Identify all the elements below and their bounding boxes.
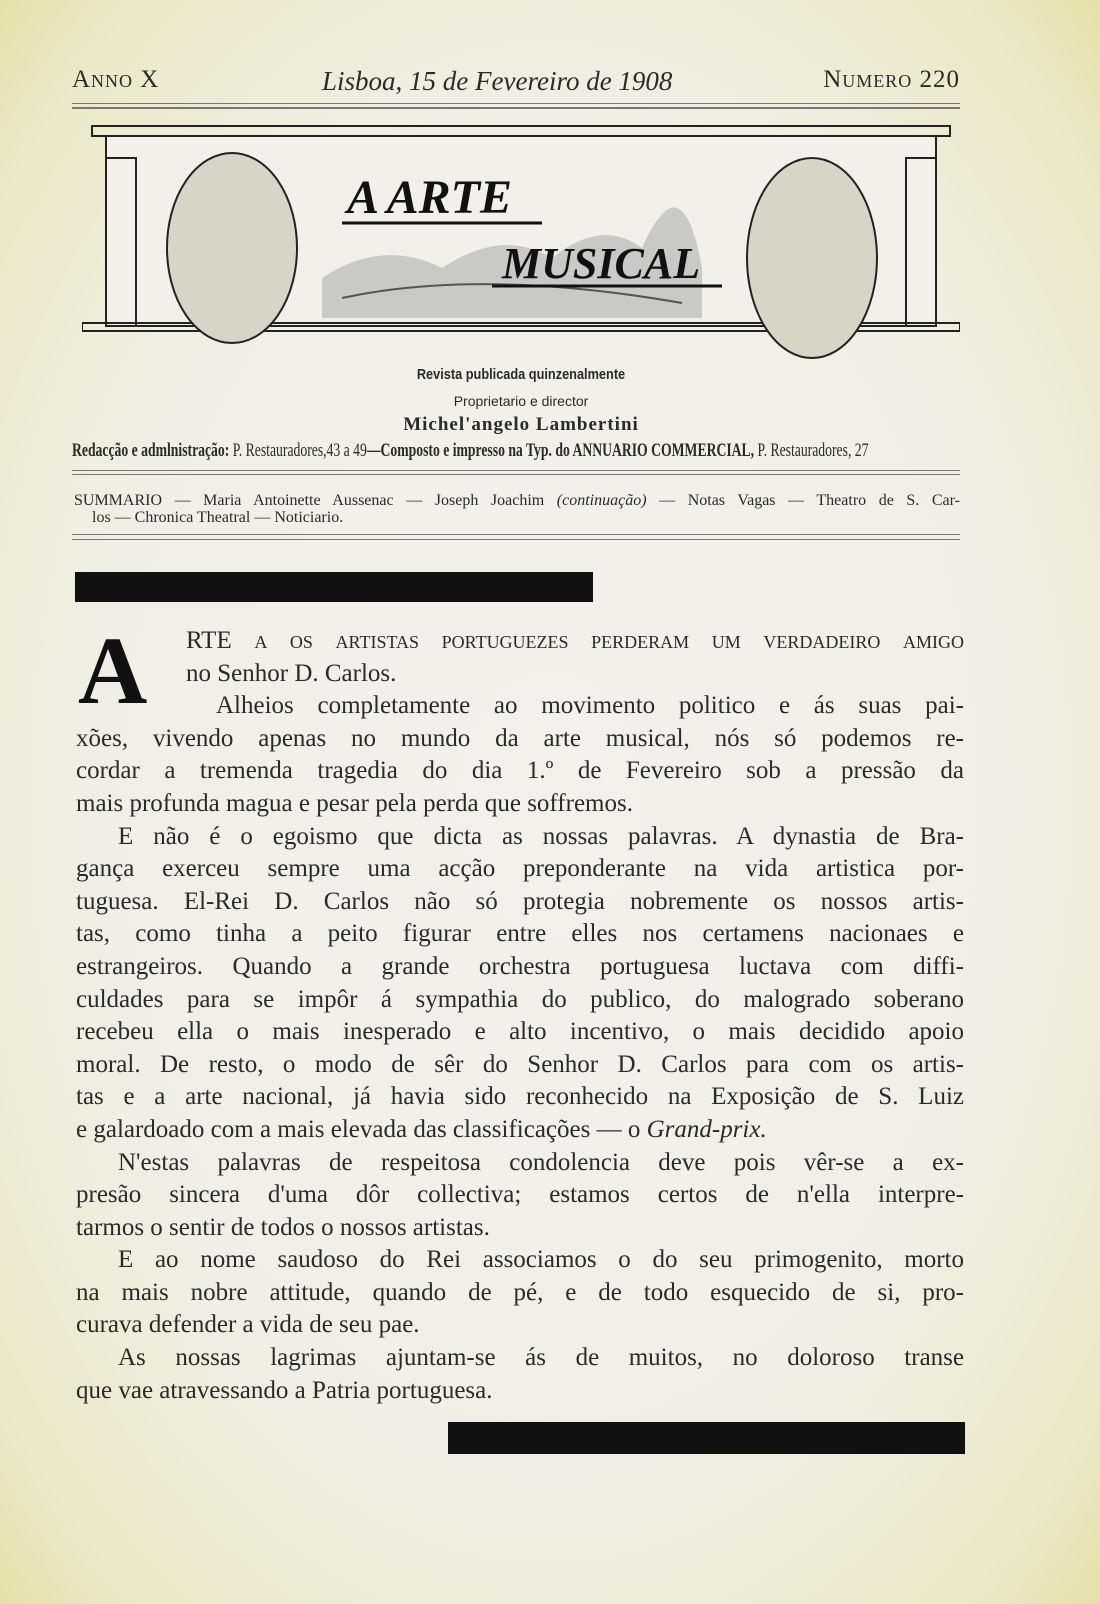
line-text: RTE a os artistas portuguezes perderam um verdadeiro amigo <box>186 627 964 654</box>
article-line <box>76 918 964 951</box>
line-text: Alheios completamente ao movimento politico e ás suas pai- <box>216 692 964 720</box>
director-role: Proprietario e director <box>453 393 589 409</box>
line-text: gança exerceu sempre uma acção preponderante na vida artistica por- <box>76 855 964 883</box>
logo-title: A ARTE <box>347 171 512 224</box>
logo-title: MUSICAL <box>502 239 701 288</box>
line-text: tas e a arte nacional, já havia sido reconhecido na Exposição de S. Luiz <box>76 1083 964 1111</box>
article-line <box>76 690 964 723</box>
lyre-player-figure <box>167 153 297 343</box>
divider <box>72 474 960 475</box>
issue-number: Numero 220 <box>823 66 960 93</box>
article-line <box>76 1309 964 1342</box>
masthead <box>82 118 960 435</box>
summary-text: los — Chronica Theatral — Noticiario. <box>92 509 344 526</box>
place-date: Lisboa, 15 de Fevereiro de 1908 <box>322 66 673 96</box>
drop-cap: A <box>78 617 148 724</box>
printer-text: —Composto e impresso na Typ. do <box>366 440 573 461</box>
printer-name: ANNUARIO COMMERCIAL, <box>572 440 755 461</box>
article-line <box>76 1244 964 1277</box>
line-text: xões, vivendo apenas no mundo da arte musical, nós só podemos re- <box>76 724 964 752</box>
summary-text: SUMMARIO — Maria Antoinette Aussenac — Joseph Joachim <box>74 492 557 509</box>
line-text: culdades para se impôr á sympathia do publico, do malogrado soberano <box>76 985 964 1013</box>
line-text: As nossas lagrimas ajuntam-se ás de muitos, no doloroso transe <box>118 1344 964 1372</box>
page-header <box>72 66 960 96</box>
line-text: presão sincera d'uma dôr collectiva; estamos certos de n'ella interpre- <box>76 1181 964 1209</box>
line-text: cordar a tremenda tragedia do dia 1.º de Fevereiro sob a pressão da <box>76 757 964 785</box>
line-text: tarmos o sentir de todos o nossos artistas. <box>76 1213 490 1241</box>
article-line <box>76 984 964 1017</box>
line-text: tuguesa. El-Rei D. Carlos não só protegia nobremente os nossos artis- <box>76 887 964 915</box>
volume-label: Anno X <box>72 66 160 93</box>
line-text: na mais nobre attitude, quando de pé, e de todo esquecido de si, pro- <box>76 1278 964 1306</box>
line-text: recebeu ella o mais inesperado e alto incentivo, o mais decidido apoio <box>76 1018 964 1046</box>
article-line <box>76 1342 964 1375</box>
subtitle: Revista publicada quinzenalmente <box>416 366 626 383</box>
article-body <box>76 617 964 1407</box>
article-line <box>76 788 964 821</box>
article-line <box>76 1016 964 1049</box>
divider <box>72 539 960 540</box>
line-text: E ao nome saudoso do Rei associamos o do seu primogenito, morto <box>118 1246 964 1274</box>
divider <box>72 534 960 535</box>
summary-text: — Notas Vagas — Theatro de S. Car- <box>646 492 960 509</box>
article-line <box>76 853 964 886</box>
line-text: tas, como tinha a peito figurar entre elles nos certamens nacionaes e <box>76 920 964 948</box>
divider <box>72 103 960 104</box>
line-text: E não é o egoismo que dicta as nossas palavras. A dynastia de Bra- <box>118 822 964 850</box>
address-line <box>72 440 962 462</box>
article-line <box>76 951 964 984</box>
article-line <box>76 1081 964 1114</box>
line-text: mais profunda magua e pesar pela perda que soffremos. <box>76 789 633 817</box>
printer-address: P. Restauradores, 27 <box>754 440 869 461</box>
article-line <box>76 658 964 691</box>
article-line <box>76 1147 964 1180</box>
flute-player-figure <box>747 158 877 358</box>
masthead-illustration <box>82 118 960 368</box>
article-line <box>76 1375 964 1408</box>
summary-italic: (continuação) <box>556 492 647 509</box>
line-text: curava defender a vida de seu pae. <box>76 1311 420 1339</box>
line-italic: Grand-prix. <box>646 1115 767 1143</box>
mourning-bar-top <box>75 572 593 602</box>
line-text: moral. De resto, o modo de sêr do Senhor D. Carlos para com os artis- <box>76 1050 964 1078</box>
article-line <box>76 723 964 756</box>
article-line <box>76 755 964 788</box>
article-line <box>76 1114 964 1147</box>
line-text: N'estas palavras de respeitosa condolencia deve pois vêr-se a ex- <box>118 1148 964 1176</box>
director-name: Michel'angelo Lambertini <box>403 414 639 435</box>
address-label: Redacção e admlnistração: <box>72 440 230 461</box>
line-text: e galardoado com a mais elevada das classificações — o <box>76 1115 647 1143</box>
article-line <box>76 1049 964 1082</box>
article-line <box>76 821 964 854</box>
divider <box>72 107 960 109</box>
article-line <box>76 1179 964 1212</box>
article-line <box>76 886 964 919</box>
article-line <box>76 625 964 658</box>
mourning-bar-bottom <box>448 1422 965 1454</box>
line-text: no Senhor D. Carlos. <box>186 659 397 687</box>
divider <box>72 470 960 471</box>
line-text: que vae atravessando a Patria portuguesa. <box>76 1376 493 1404</box>
line-text: estrangeiros. Quando a grande orchestra portuguesa luctava com diffi- <box>76 952 964 980</box>
address-text: P. Restauradores,43 a 49 <box>229 440 367 461</box>
article-line <box>76 1277 964 1310</box>
article-line <box>76 1212 964 1245</box>
summary <box>74 492 960 526</box>
